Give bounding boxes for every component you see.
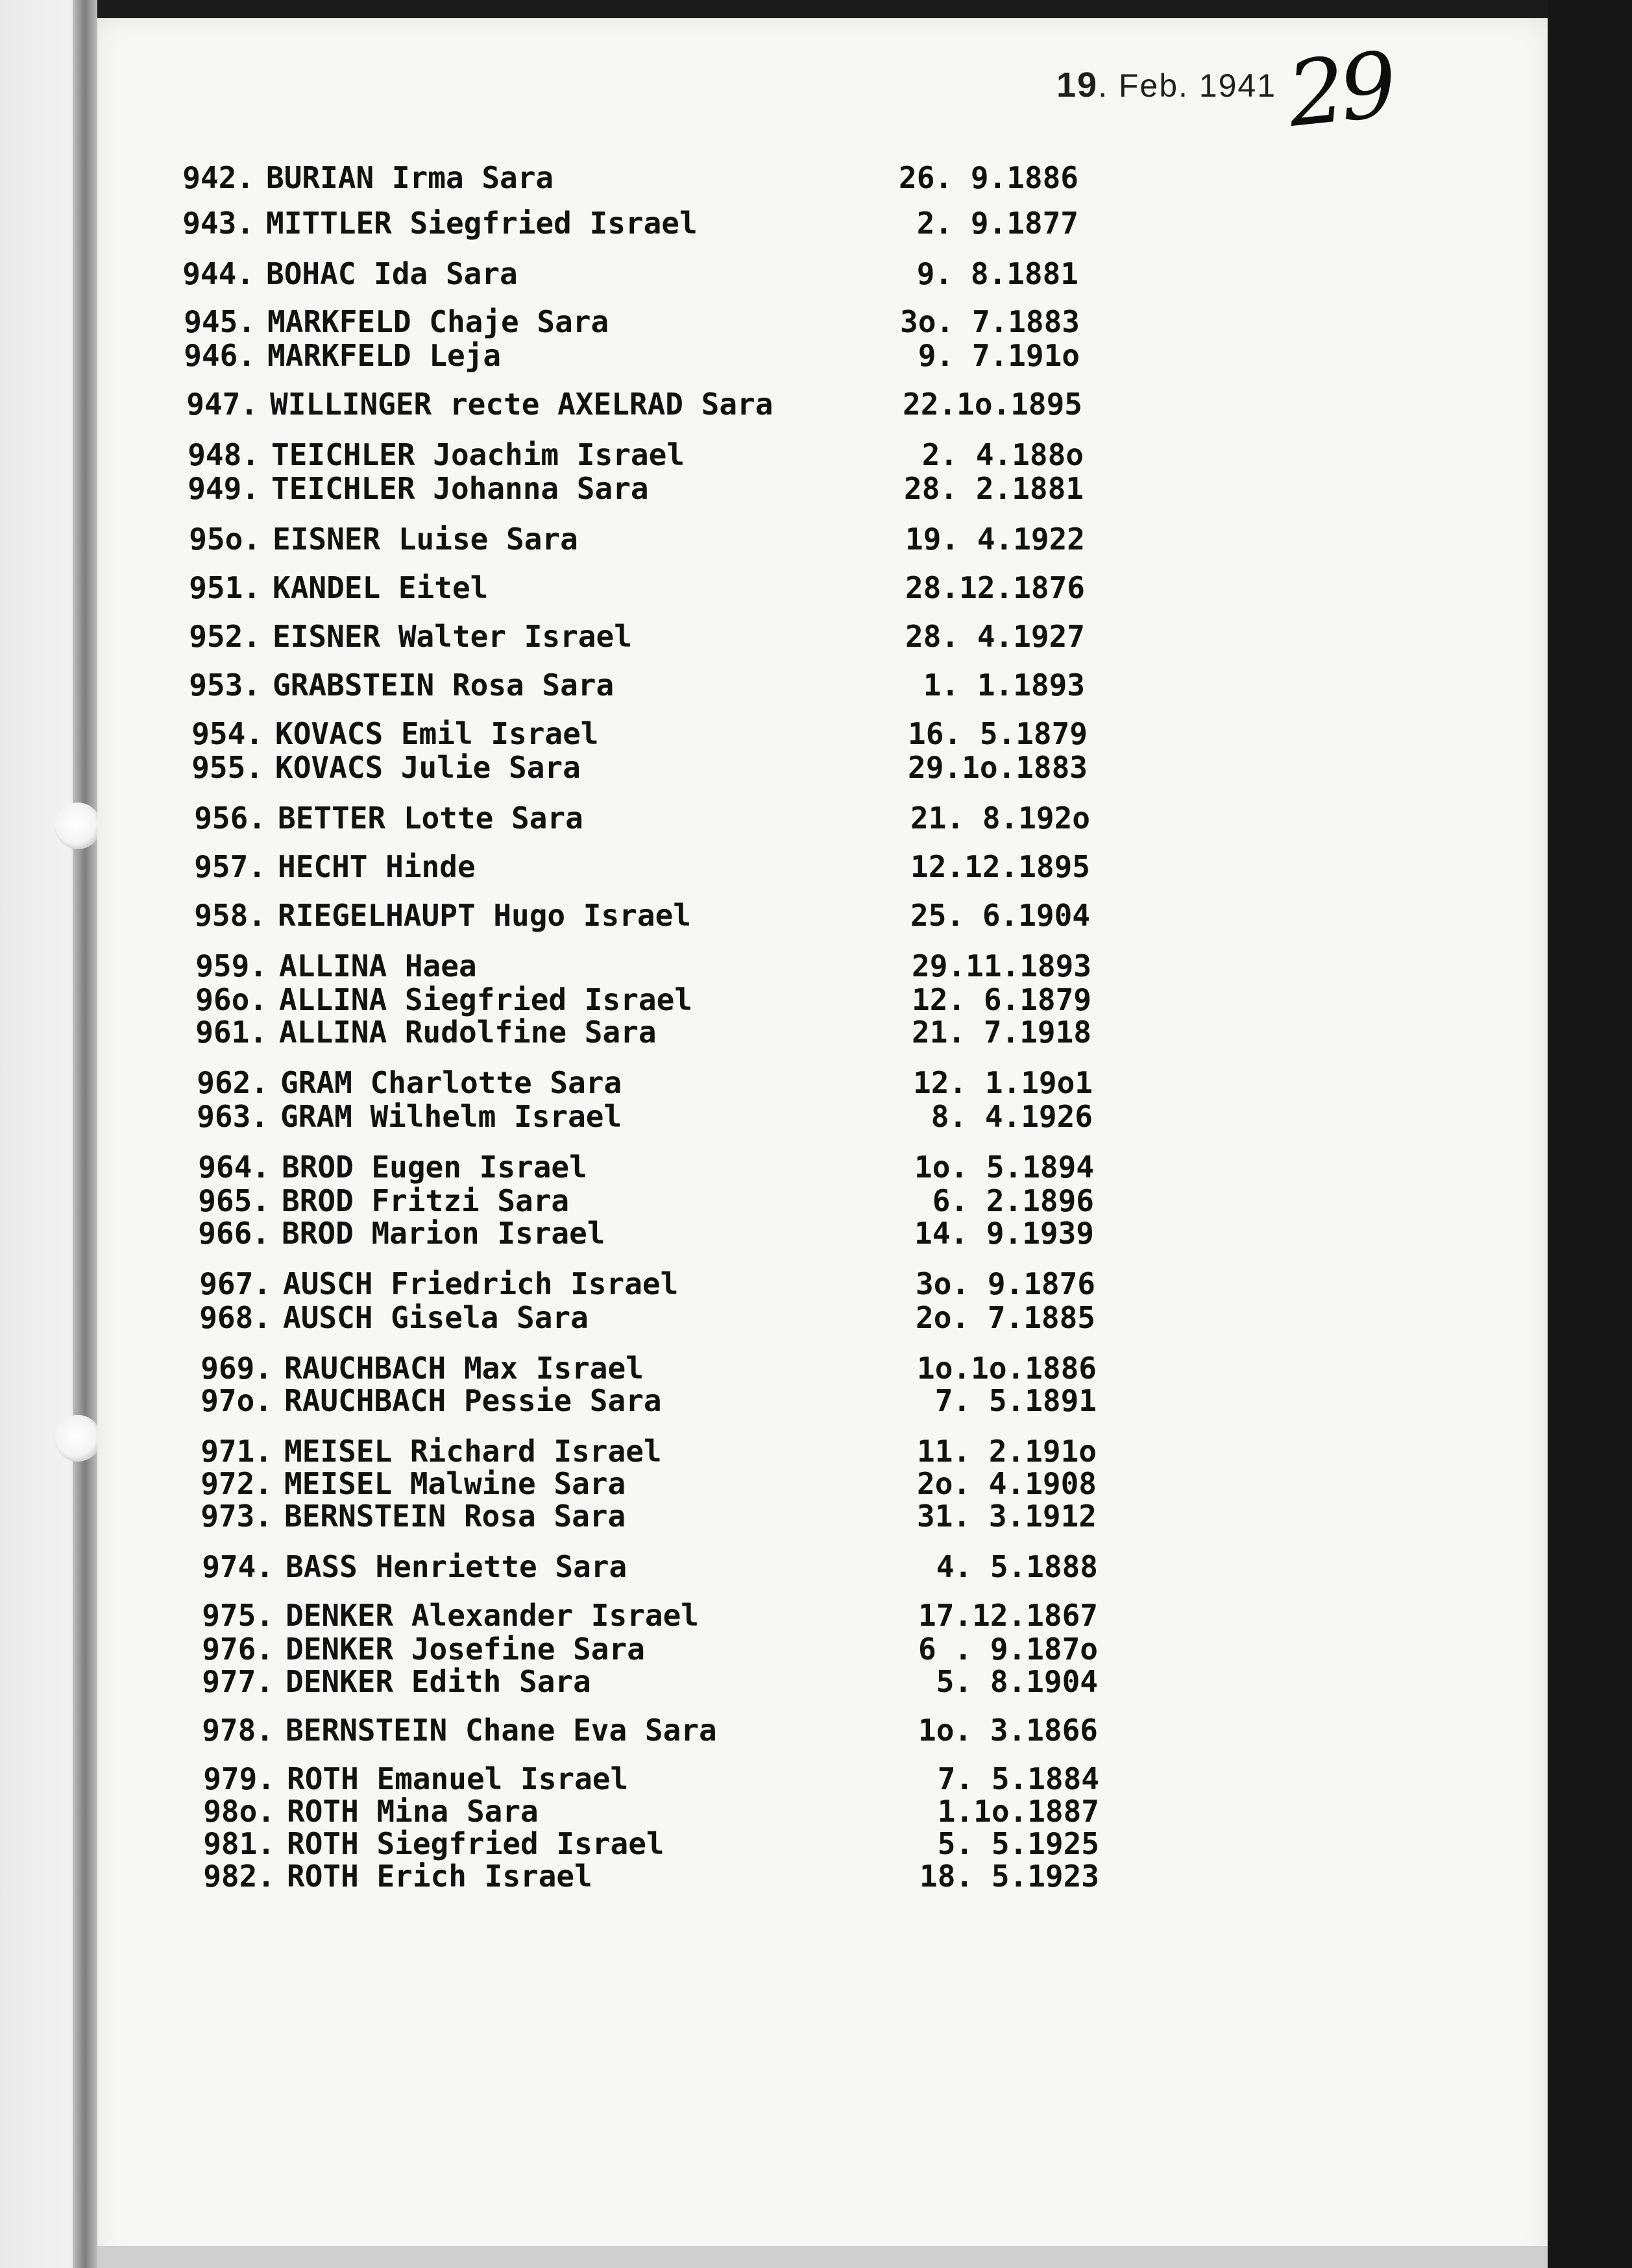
entry-number: 981. xyxy=(203,1826,275,1861)
list-item xyxy=(157,619,1085,654)
entry-name: GRAM Charlotte Sara xyxy=(280,1065,622,1100)
entry-birth-date: 1.1o.1887 xyxy=(937,1794,1099,1829)
entry-number: 95o. xyxy=(189,522,261,557)
entry-number: 947. xyxy=(186,387,258,422)
entry-birth-date: 12.12.1895 xyxy=(910,849,1090,884)
entry-name: WILLINGER recte AXELRAD Sara xyxy=(270,387,773,422)
entry-birth-date: 11. 2.191o xyxy=(917,1434,1097,1469)
entry-birth-date: 4. 5.1888 xyxy=(936,1549,1098,1584)
list-item xyxy=(171,1761,1099,1796)
entry-number: 946. xyxy=(184,338,256,373)
entry-birth-date: 25. 6.1904 xyxy=(910,898,1090,933)
entry-name: MEISEL Richard Israel xyxy=(284,1434,662,1469)
entry-number: 962. xyxy=(197,1065,269,1100)
list-item xyxy=(157,570,1085,605)
entry-birth-date: 6 . 9.187o xyxy=(918,1632,1098,1667)
entry-name: BASS Henriette Sara xyxy=(286,1549,627,1584)
entry-number: 942. xyxy=(182,160,254,195)
entry-number: 968. xyxy=(199,1300,271,1335)
list-item xyxy=(157,668,1085,703)
list-item xyxy=(151,256,1078,291)
list-item xyxy=(167,1266,1095,1301)
entry-number: 98o. xyxy=(203,1794,275,1829)
list-item xyxy=(152,304,1080,339)
entry-name: RAUCHBACH Pessie Sara xyxy=(284,1383,662,1418)
entry-name: HECHT Hinde xyxy=(278,849,476,884)
entry-birth-date: 29.1o.1883 xyxy=(908,750,1088,785)
date-stamp-day: 19 xyxy=(1056,66,1099,104)
date-stamp-month-year: . Feb. 1941 xyxy=(1098,67,1277,104)
entry-name: BROD Marion Israel xyxy=(282,1216,605,1251)
entry-name: MARKFELD Chaje Sara xyxy=(267,304,609,339)
entry-name: ALLINA Rudolfine Sara xyxy=(279,1015,657,1050)
entry-birth-date: 7. 5.1891 xyxy=(934,1383,1097,1418)
entry-name: EISNER Walter Israel xyxy=(273,619,632,654)
entry-number: 977. xyxy=(202,1664,274,1699)
date-stamp xyxy=(1056,65,1276,105)
entry-name: GRAM Wilhelm Israel xyxy=(280,1099,622,1134)
entry-birth-date: 12. 1.19o1 xyxy=(913,1065,1093,1100)
list-item xyxy=(164,1015,1091,1050)
entry-number: 965. xyxy=(198,1183,270,1218)
entry-birth-date: 1o. 3.1866 xyxy=(918,1713,1098,1748)
list-item xyxy=(167,1300,1095,1335)
entry-number: 948. xyxy=(188,437,260,472)
entry-birth-date: 6. 2.1896 xyxy=(932,1183,1094,1218)
list-item xyxy=(152,338,1080,373)
list-item xyxy=(166,1183,1094,1218)
handwritten-page-number: 29 xyxy=(1282,32,1397,147)
entry-name: BOHAC Ida Sara xyxy=(266,256,518,291)
entry-birth-date: 22.1o.1895 xyxy=(903,387,1082,422)
entry-name: DENKER Edith Sara xyxy=(286,1664,591,1699)
entry-birth-date: 1. 1.1893 xyxy=(923,668,1085,703)
scan-bottom-edge xyxy=(97,2246,1548,2268)
entry-birth-date: 1o.1o.1886 xyxy=(917,1351,1097,1386)
punch-hole-upper xyxy=(55,802,101,849)
list-item xyxy=(164,982,1091,1017)
entry-number: 952. xyxy=(189,619,261,654)
entry-birth-date: 28.12.1876 xyxy=(905,570,1085,605)
list-item xyxy=(156,437,1084,472)
list-item xyxy=(171,1859,1099,1894)
list-item xyxy=(162,898,1090,933)
entry-birth-date: 5. 8.1904 xyxy=(936,1664,1098,1699)
entry-birth-date: 3o. 9.1876 xyxy=(916,1266,1095,1301)
entry-number: 975. xyxy=(202,1598,274,1633)
entry-name: DENKER Alexander Israel xyxy=(286,1598,699,1633)
entry-birth-date: 3o. 7.1883 xyxy=(900,304,1080,339)
entry-name: TEICHLER Johanna Sara xyxy=(271,471,649,506)
entry-number: 957. xyxy=(194,849,266,884)
entry-birth-date: 31. 3.1912 xyxy=(917,1499,1097,1534)
entry-name: ALLINA Siegfried Israel xyxy=(279,982,692,1017)
list-item xyxy=(151,160,1078,195)
entry-number: 967. xyxy=(199,1266,271,1301)
entry-name: ROTH Erich Israel xyxy=(287,1859,592,1894)
entry-birth-date: 2o. 7.1885 xyxy=(916,1300,1095,1335)
list-item xyxy=(166,1150,1094,1185)
entry-birth-date: 9. 7.191o xyxy=(918,338,1080,373)
entry-number: 979. xyxy=(203,1761,275,1796)
entry-name: EISNER Luise Sara xyxy=(273,522,578,557)
list-item xyxy=(165,1099,1093,1134)
entry-name: ROTH Siegfried Israel xyxy=(287,1826,664,1861)
entry-number: 974. xyxy=(202,1549,274,1584)
entry-number: 963. xyxy=(197,1099,269,1134)
entry-number: 972. xyxy=(201,1466,273,1501)
entry-name: KANDEL Eitel xyxy=(273,570,489,605)
entry-name: BETTER Lotte Sara xyxy=(278,801,583,836)
list-item xyxy=(170,1598,1098,1633)
entry-name: RAUCHBACH Max Israel xyxy=(284,1351,644,1386)
entry-number: 969. xyxy=(201,1351,273,1386)
list-item xyxy=(166,1216,1094,1251)
entry-number: 959. xyxy=(195,948,267,983)
list-item xyxy=(162,801,1090,836)
entry-number: 944. xyxy=(182,256,254,291)
entry-birth-date: 9. 8.1881 xyxy=(916,256,1078,291)
list-item xyxy=(157,522,1085,557)
entry-birth-date: 14. 9.1939 xyxy=(914,1216,1094,1251)
entry-number: 943. xyxy=(182,206,254,241)
entry-name: KOVACS Emil Israel xyxy=(275,716,599,751)
list-item xyxy=(160,750,1088,785)
list-item xyxy=(169,1383,1097,1418)
entry-name: BERNSTEIN Chane Eva Sara xyxy=(286,1713,717,1748)
entry-birth-date: 21. 8.192o xyxy=(910,801,1090,836)
entry-birth-date: 2. 9.1877 xyxy=(916,206,1078,241)
entry-name: RIEGELHAUPT Hugo Israel xyxy=(278,898,691,933)
entry-name: BERNSTEIN Rosa Sara xyxy=(284,1499,626,1534)
entry-number: 978. xyxy=(202,1713,274,1748)
entry-name: KOVACS Julie Sara xyxy=(275,750,581,785)
entry-birth-date: 17.12.1867 xyxy=(918,1598,1098,1633)
entry-birth-date: 26. 9.1886 xyxy=(899,160,1078,195)
list-item xyxy=(169,1351,1097,1386)
entry-birth-date: 7. 5.1884 xyxy=(937,1761,1099,1796)
entry-number: 976. xyxy=(202,1632,274,1667)
list-item xyxy=(164,948,1091,983)
entry-name: AUSCH Friedrich Israel xyxy=(283,1266,679,1301)
list-item xyxy=(169,1434,1097,1469)
entry-name: AUSCH Gisela Sara xyxy=(283,1300,589,1335)
entry-name: ALLINA Haea xyxy=(279,948,477,983)
list-item xyxy=(162,849,1090,884)
list-item xyxy=(165,1065,1093,1100)
list-item xyxy=(170,1549,1098,1584)
entry-name: BURIAN Irma Sara xyxy=(266,160,554,195)
entry-birth-date: 29.11.1893 xyxy=(912,948,1091,983)
entry-number: 96o. xyxy=(195,982,267,1017)
entry-birth-date: 2. 4.188o xyxy=(921,437,1084,472)
entry-name: MARKFELD Leja xyxy=(267,338,502,373)
entry-birth-date: 19. 4.1922 xyxy=(905,522,1085,557)
entry-birth-date: 2o. 4.1908 xyxy=(917,1466,1097,1501)
list-item xyxy=(171,1826,1099,1861)
entry-name: BROD Fritzi Sara xyxy=(282,1183,570,1218)
list-item xyxy=(169,1499,1097,1534)
entry-number: 964. xyxy=(198,1150,270,1185)
entry-number: 982. xyxy=(203,1859,275,1894)
list-item xyxy=(154,387,1082,422)
entry-number: 945. xyxy=(184,304,256,339)
entry-name: MEISEL Malwine Sara xyxy=(284,1466,626,1501)
binding-edge xyxy=(73,0,97,2268)
entry-number: 97o. xyxy=(201,1383,273,1418)
entry-number: 956. xyxy=(194,801,266,836)
entry-number: 973. xyxy=(201,1499,273,1534)
list-item xyxy=(156,471,1084,506)
entry-birth-date: 8. 4.1926 xyxy=(931,1099,1093,1134)
list-item xyxy=(169,1466,1097,1501)
entry-name: BROD Eugen Israel xyxy=(282,1150,587,1185)
entry-number: 953. xyxy=(189,668,261,703)
entry-birth-date: 18. 5.1923 xyxy=(920,1859,1099,1894)
list-item xyxy=(151,206,1078,241)
entry-number: 951. xyxy=(189,570,261,605)
entry-birth-date: 28. 4.1927 xyxy=(905,619,1085,654)
entry-birth-date: 5. 5.1925 xyxy=(937,1826,1099,1861)
entry-number: 966. xyxy=(198,1216,270,1251)
entry-birth-date: 28. 2.1881 xyxy=(904,471,1084,506)
entry-name: MITTLER Siegfried Israel xyxy=(266,206,698,241)
list-item xyxy=(170,1632,1098,1667)
entry-number: 958. xyxy=(194,898,266,933)
entry-name: ROTH Emanuel Israel xyxy=(287,1761,629,1796)
entry-number: 949. xyxy=(188,471,260,506)
entry-birth-date: 12. 6.1879 xyxy=(912,982,1091,1017)
entry-name: ROTH Mina Sara xyxy=(287,1794,539,1829)
entry-number: 961. xyxy=(195,1015,267,1050)
entry-number: 971. xyxy=(201,1434,273,1469)
entry-name: DENKER Josefine Sara xyxy=(286,1632,645,1667)
list-item xyxy=(170,1713,1098,1748)
entry-name: TEICHLER Joachim Israel xyxy=(271,437,685,472)
list-item xyxy=(170,1664,1098,1699)
scan-right-edge xyxy=(1548,0,1632,2268)
entry-number: 954. xyxy=(191,716,263,751)
entry-birth-date: 21. 7.1918 xyxy=(912,1015,1091,1050)
list-item xyxy=(171,1794,1099,1829)
punch-hole-lower xyxy=(55,1415,101,1462)
entry-name: GRABSTEIN Rosa Sara xyxy=(273,668,615,703)
entry-birth-date: 16. 5.1879 xyxy=(908,716,1088,751)
entry-number: 955. xyxy=(191,750,263,785)
entry-birth-date: 1o. 5.1894 xyxy=(914,1150,1094,1185)
list-item xyxy=(160,716,1088,751)
